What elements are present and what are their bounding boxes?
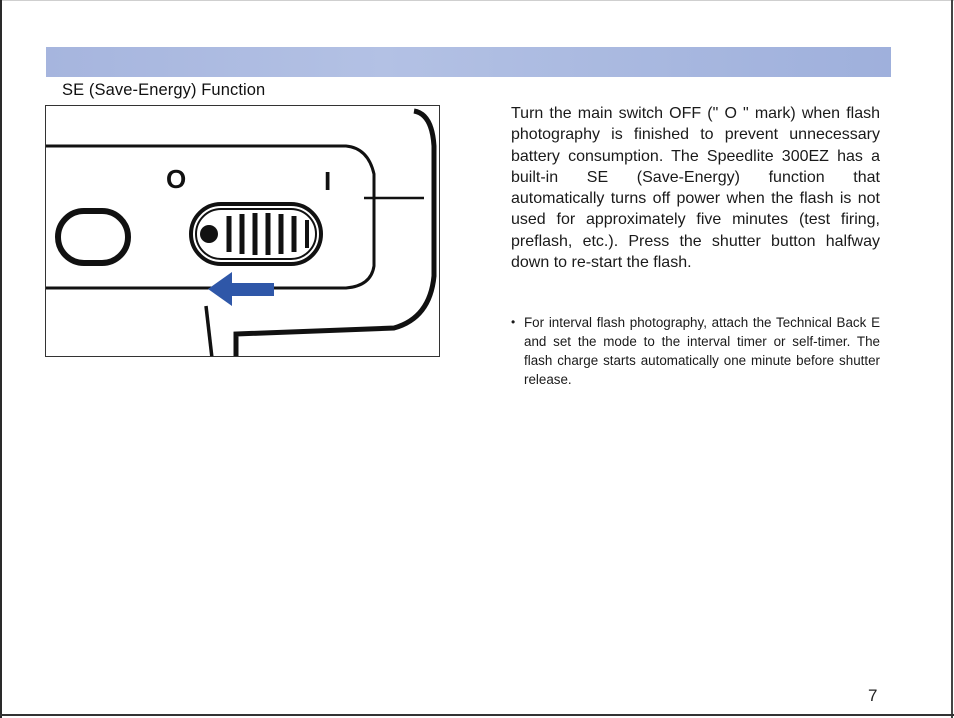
note <box>511 313 880 389</box>
flash-housing-foot <box>206 306 212 357</box>
header-band <box>46 47 891 77</box>
left-arrow-icon <box>208 272 274 306</box>
main-switch-icon <box>191 204 321 264</box>
page-number: 7 <box>868 686 878 705</box>
shutter-button <box>58 211 128 263</box>
section-title: SE (Save-Energy) Function <box>62 81 266 99</box>
bottom-edge <box>0 714 954 716</box>
note-text: For interval flash photography, attach the Technical Back E and set the mode to the interval timer or self-timer. The flash charge starts automatically one minute before shutter release. <box>524 315 880 387</box>
body-paragraph: Turn the main switch OFF (" O " mark) when flash photography is finished to prevent unnecessary battery consumption. The Speedlite 300EZ has a built-in SE (Save-Energy) function that automatically turns off power when the flash is not used for approximately five minutes (test firing, preflash, etc.). Press the shutter button halfway down to re-start the flash. <box>511 105 880 272</box>
right-edge <box>951 0 953 718</box>
note-bullet: • <box>511 315 516 329</box>
left-edge <box>0 0 2 718</box>
switch-illustration <box>45 105 440 357</box>
switch-on-label: I <box>324 166 332 196</box>
top-edge <box>0 0 954 1</box>
switch-off-label: O <box>166 164 187 194</box>
